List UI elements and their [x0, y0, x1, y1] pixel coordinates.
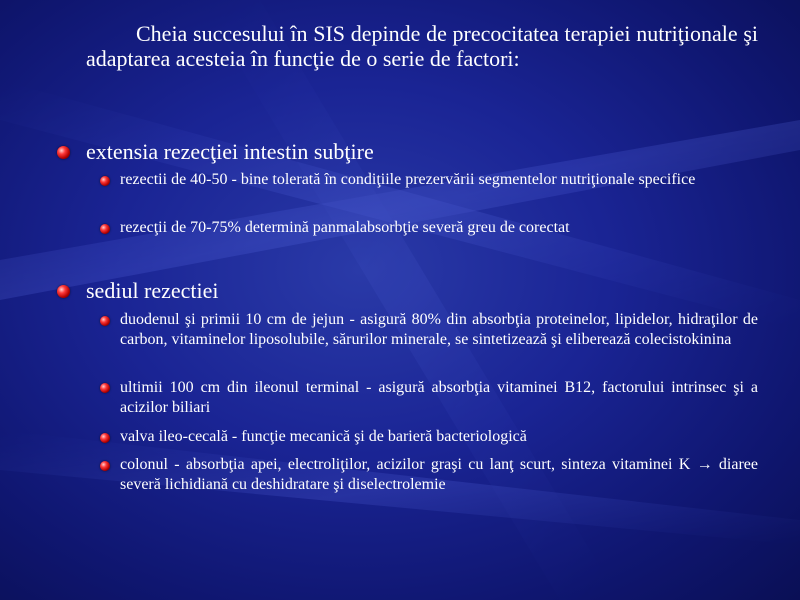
- section-heading-sediul: sediul rezectiei: [86, 278, 219, 303]
- list-item: duodenul şi primii 10 cm de jejun - asigură 80% din absorbţia proteinelor, lipidelor, hidraţilor de carbon, vitaminelor liposolubile, sărurilor minerale, se sintetizează şi eliberează colecistokinina: [120, 311, 758, 348]
- red-sphere-bullet-icon: [100, 316, 110, 326]
- red-sphere-bullet-icon: [57, 285, 70, 298]
- list-item: colonul - absorbţia apei, electroliţilor, acizilor graşi cu lanţ scurt, sinteza vitaminei K → diaree severă lichidiană cu deshidratare şi diselectrolemie: [120, 456, 758, 493]
- red-sphere-bullet-icon: [100, 224, 110, 234]
- list-item: rezecţii de 70-75% determină panmalabsorbţie severă greu de corectat: [120, 219, 570, 236]
- red-sphere-bullet-icon: [100, 433, 110, 443]
- red-sphere-bullet-icon: [57, 146, 70, 159]
- list-item: ultimii 100 cm din ileonul terminal - asigură absorbţia vitaminei B12, factorului intrinsec şi a acizilor biliari: [120, 379, 758, 416]
- red-sphere-bullet-icon: [100, 383, 110, 393]
- section-heading-extensia: extensia rezecţiei intestin subţire: [86, 139, 374, 164]
- intro-paragraph: Cheia succesului în SIS depinde de precocitatea terapiei nutriţionale şi adaptarea acesteia în funcţie de o serie de factori:: [86, 21, 758, 71]
- list-item: valva ileo-cecală - funcţie mecanică şi de barieră bacteriologică: [120, 428, 527, 445]
- red-sphere-bullet-icon: [100, 176, 110, 186]
- red-sphere-bullet-icon: [100, 461, 110, 471]
- list-item: rezectii de 40-50 - bine tolerată în condiţiile prezervării segmentelor nutriţionale specifice: [120, 171, 696, 188]
